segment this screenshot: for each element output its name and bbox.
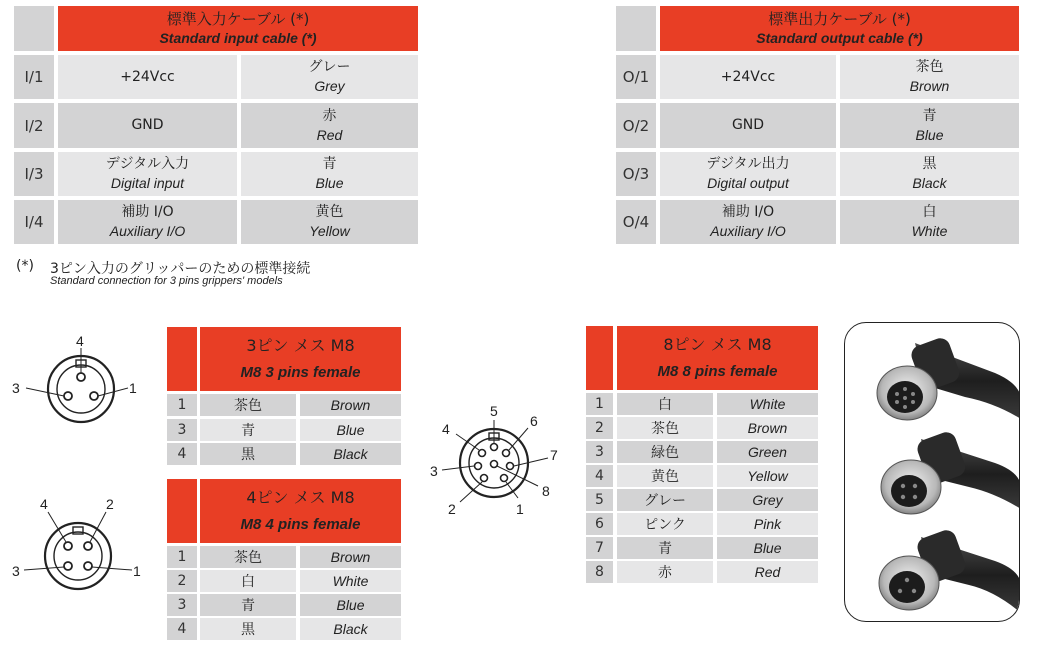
color-en: Blue (315, 175, 344, 191)
pin-2 (84, 542, 92, 550)
color-en: Red (316, 126, 343, 143)
signal-jp: デジタル出力 (706, 156, 790, 172)
input-row-id: I/4 (14, 200, 54, 244)
input-row-color (241, 55, 418, 99)
pins4-title-jp: 4ピン メス M8 (246, 488, 355, 507)
pin-number: 5 (586, 489, 613, 511)
pin-6 (503, 450, 510, 457)
input-row-signal (58, 200, 237, 244)
label-pin-1: 1 (133, 563, 141, 579)
pin-8 (491, 461, 498, 468)
pin-color-en: Black (300, 443, 401, 465)
pin-4 (479, 450, 486, 457)
pins3-title-jp: 3ピン メス M8 (246, 336, 355, 355)
input-row-id: I/1 (14, 55, 54, 99)
output-header-en: Standard output cable (*) (756, 29, 923, 46)
output-row-signal (660, 103, 836, 148)
pins4-title-en: M8 4 pins female (240, 516, 361, 533)
pin-4 (77, 373, 85, 381)
pin-color-en: Red (717, 561, 818, 583)
pin-1 (84, 562, 92, 570)
connector-4pin-photo (881, 429, 1020, 514)
color-en: Yellow (309, 223, 350, 239)
pin-number: 1 (167, 546, 197, 568)
footnote-jp: 3ピン入力のグリッパーのための標準接続 (50, 261, 311, 277)
output-row-id: O/3 (616, 152, 656, 196)
pin-color-en: Black (300, 618, 401, 640)
color-en: Brown (909, 78, 950, 94)
pin-color-en: Brown (300, 394, 401, 416)
pin-color-jp: ピンク (617, 513, 713, 535)
pins8-header (617, 326, 818, 390)
signal-en: Auxiliary I/O (109, 223, 186, 239)
pin-color-jp: グレー (617, 489, 713, 511)
input-row-color (241, 103, 418, 148)
table-corner (167, 479, 197, 543)
pin-color-jp: 赤 (617, 561, 713, 583)
output-row-signal (660, 55, 836, 99)
input-row-signal (58, 152, 237, 196)
pins3-header (200, 327, 401, 391)
signal-jp: GND (731, 117, 765, 133)
table-corner (586, 326, 613, 390)
pin-color-en: Brown (300, 546, 401, 568)
label-pin-3: 3 (12, 563, 20, 579)
input-row-color (241, 200, 418, 244)
pin-color-jp: 青 (617, 537, 713, 559)
label-pin-5: 5 (490, 403, 498, 419)
output-row-id: O/1 (616, 55, 656, 99)
connector-3pin-diagram (8, 330, 148, 440)
table-corner (167, 327, 197, 391)
pin-1 (501, 475, 508, 482)
pin-4 (64, 542, 72, 550)
connector-8pin-photo (877, 335, 1020, 420)
label-pin-3: 3 (430, 463, 438, 479)
footnote-en: Standard connection for 3 pins grippers' models (50, 275, 283, 287)
color-jp: グレー (308, 59, 351, 75)
output-table-header (660, 6, 1019, 51)
signal-jp: +24Vcc (120, 68, 175, 85)
connector-photo-frame (844, 322, 1020, 622)
pin-color-jp: 黒 (200, 443, 296, 465)
color-en: Blue (915, 126, 944, 143)
pins4-header (200, 479, 401, 543)
input-header-en: Standard input cable (*) (159, 29, 317, 46)
pin-color-en: Grey (717, 489, 818, 511)
pin-number: 1 (167, 394, 197, 416)
color-en: White (911, 223, 948, 239)
pin-color-jp: 青 (200, 419, 296, 441)
pins8-title-en: M8 8 pins female (657, 363, 778, 380)
header-corner (14, 6, 54, 51)
pin-number: 8 (586, 561, 613, 583)
pin-1 (90, 392, 98, 400)
signal-en: Digital output (707, 175, 789, 191)
output-header-jp: 標準出力ケーブル (*) (768, 9, 911, 28)
color-jp: 茶色 (915, 59, 944, 75)
pin-color-jp: 茶色 (200, 394, 296, 416)
signal-jp: 補助 I/O (721, 204, 775, 220)
pin-color-jp: 白 (617, 393, 713, 415)
label-pin-1: 1 (129, 380, 137, 396)
output-row-signal (660, 152, 836, 196)
signal-en: Auxiliary I/O (710, 223, 786, 239)
signal-en: Digital input (110, 175, 185, 191)
color-jp: 黒 (922, 156, 937, 172)
label-pin-7: 7 (550, 447, 558, 463)
connector-photo-image (845, 323, 1020, 622)
pin-color-en: White (300, 570, 401, 592)
input-row-signal (58, 103, 237, 148)
signal-jp: 補助 I/O (121, 204, 174, 220)
output-row-color (840, 55, 1019, 99)
pin-color-jp: 茶色 (617, 417, 713, 439)
connector-8pin-diagram (426, 398, 566, 520)
pin-number: 3 (586, 441, 613, 463)
signal-jp: デジタル入力 (105, 156, 190, 172)
pins3-title-en: M8 3 pins female (240, 364, 361, 381)
pin-color-jp: 黒 (200, 618, 296, 640)
footnote-mark: (*) (16, 258, 34, 274)
pin-3 (64, 562, 72, 570)
pin-number: 7 (586, 537, 613, 559)
pin-color-en: Blue (717, 537, 818, 559)
label-pin-4: 4 (76, 333, 84, 349)
label-pin-6: 6 (530, 413, 538, 429)
pin-number: 4 (167, 618, 197, 640)
input-row-id: I/3 (14, 152, 54, 196)
footnote (16, 258, 436, 292)
header-corner (616, 6, 656, 51)
color-jp: 青 (322, 156, 337, 172)
color-jp: 赤 (322, 107, 337, 124)
pin-number: 1 (586, 393, 613, 415)
pin-color-jp: 茶色 (200, 546, 296, 568)
output-row-signal (660, 200, 836, 244)
pin-color-en: Blue (300, 594, 401, 616)
label-pin-2: 2 (106, 496, 114, 512)
input-row-id: I/2 (14, 103, 54, 148)
output-row-color (840, 103, 1019, 148)
label-pin-4: 4 (40, 496, 48, 512)
input-row-color (241, 152, 418, 196)
input-row-signal (58, 55, 237, 99)
connector-4pin-diagram (8, 490, 148, 600)
pin-number: 6 (586, 513, 613, 535)
pin-color-en: Blue (300, 419, 401, 441)
color-en: Black (912, 175, 947, 191)
pin-2 (481, 475, 488, 482)
pin-color-en: White (717, 393, 818, 415)
label-pin-2: 2 (448, 501, 456, 517)
pin-number: 3 (167, 419, 197, 441)
label-pin-8: 8 (542, 483, 550, 499)
pin-color-en: Yellow (717, 465, 818, 487)
output-row-id: O/4 (616, 200, 656, 244)
signal-jp: GND (131, 117, 164, 133)
pin-number: 3 (167, 594, 197, 616)
color-en: Grey (314, 78, 345, 94)
pin-7 (507, 463, 514, 470)
pin-color-jp: 黄色 (617, 465, 713, 487)
color-jp: 黄色 (315, 204, 344, 220)
pin-number: 2 (167, 570, 197, 592)
pin-number: 4 (167, 443, 197, 465)
color-jp: 白 (922, 204, 937, 220)
label-pin-1: 1 (516, 501, 524, 517)
output-row-color (840, 200, 1019, 244)
pin-color-jp: 青 (200, 594, 296, 616)
pin-color-en: Green (717, 441, 818, 463)
signal-jp: +24Vcc (720, 68, 776, 85)
input-table-header (58, 6, 418, 51)
connector-3pin-photo (879, 527, 1020, 613)
output-row-color (840, 152, 1019, 196)
pin-3 (475, 463, 482, 470)
pin-color-en: Brown (717, 417, 818, 439)
pin-3 (64, 392, 72, 400)
color-jp: 青 (922, 107, 937, 124)
pin-color-jp: 白 (200, 570, 296, 592)
pin-color-jp: 緑色 (617, 441, 713, 463)
label-pin-4: 4 (442, 421, 450, 437)
output-row-id: O/2 (616, 103, 656, 148)
pin-color-en: Pink (717, 513, 818, 535)
pin-5 (491, 444, 498, 451)
input-header-jp: 標準入力ケーブル (*) (166, 9, 310, 28)
pins8-title-jp: 8ピン メス M8 (663, 335, 772, 354)
pin-number: 4 (586, 465, 613, 487)
pin-number: 2 (586, 417, 613, 439)
label-pin-3: 3 (12, 380, 20, 396)
